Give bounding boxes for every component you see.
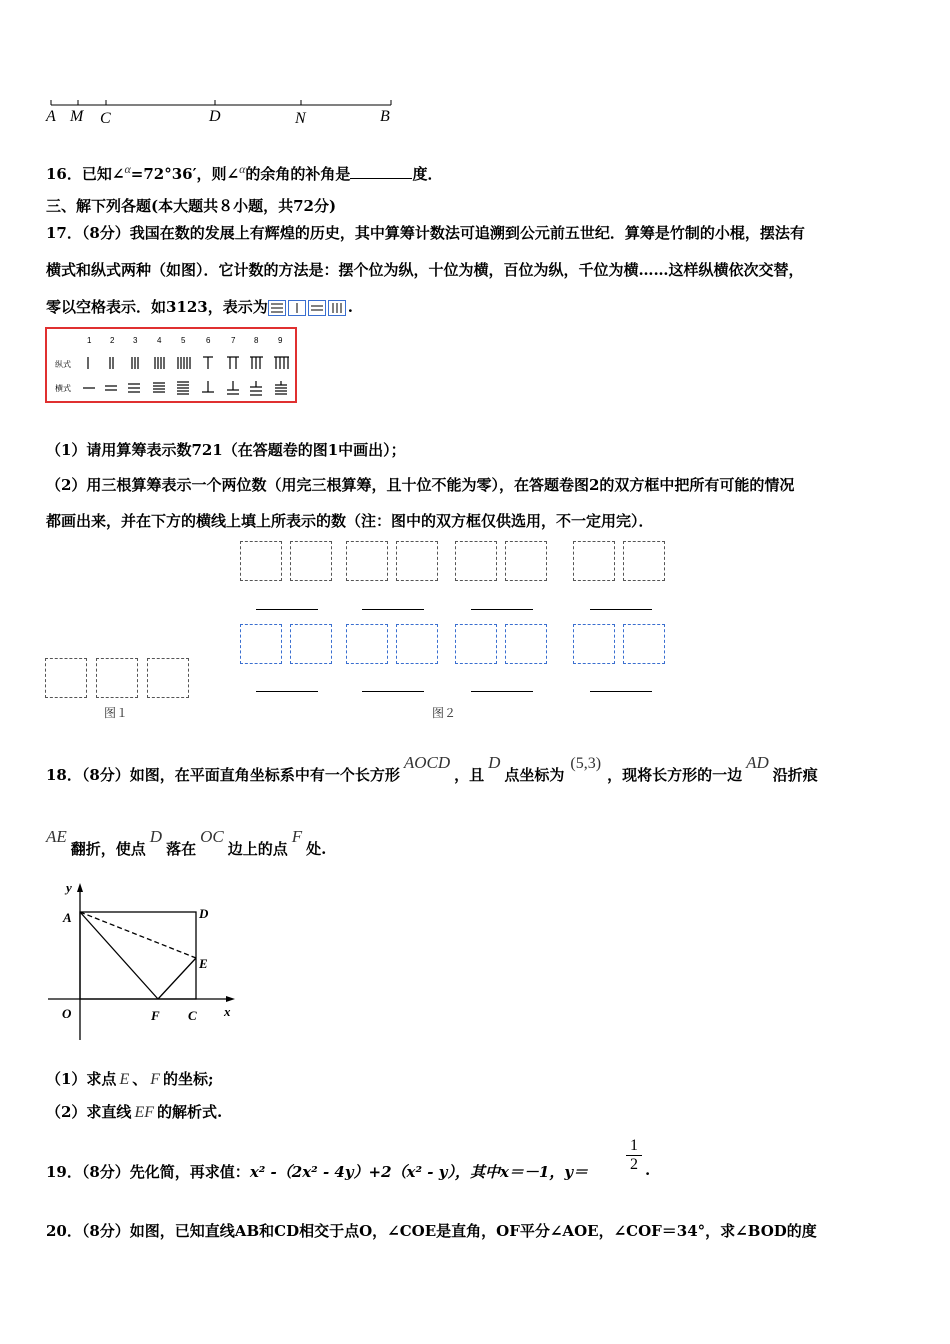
q18-sub1 [46, 1068, 214, 1089]
q18-m2: D [488, 753, 501, 772]
q19-text: 19．（8分）先化简，再求值： [46, 1163, 250, 1181]
q16-suffix: 度． [412, 165, 443, 183]
fig2-box[interactable] [396, 541, 438, 581]
fig1-caption: 图１ [104, 706, 129, 720]
q17-line3-text: 零以空格表示．如3123，表示为 [46, 298, 268, 316]
q18-sub1-sep: 、 [132, 1070, 148, 1088]
counting-rods-svg [47, 329, 295, 401]
fig-label-c: C [188, 1008, 197, 1023]
q16-mid2: 的余角的补角是 [245, 165, 351, 183]
q18-p6: 翻折，使点 [70, 840, 146, 858]
digit-6: 6 [206, 336, 211, 345]
vertical-label: 纵式 [55, 360, 71, 369]
fig2-box[interactable] [455, 541, 497, 581]
q18-m4: AD [746, 753, 769, 772]
fig2-box[interactable] [573, 624, 615, 664]
q17-sub2-line1: （2）用三根算筹表示一个两位数（用完三根算筹，且十位不能为零），在答题卷图2的双方框中把所有可能的情况 [46, 476, 795, 494]
q18-p8: 边上的点 [227, 840, 288, 858]
q19-xval: x＝－1，y＝ [499, 1163, 589, 1181]
q18-m3: (5,3) [570, 755, 602, 772]
q18-m5: AE [46, 827, 67, 846]
q19-numerator: 1 [630, 1137, 638, 1154]
horizontal-label: 横式 [55, 384, 71, 393]
fig2-answer-line[interactable] [256, 609, 318, 610]
q18-p2: ，且 [454, 766, 485, 784]
point-label-m: M [70, 108, 84, 125]
q18-p9: 处. [306, 840, 327, 858]
q19-expr: x² -（2x² - 4y）+2（x² - y），其中 [249, 1163, 500, 1181]
q16-alpha-2: α [239, 162, 246, 176]
fig2-answer-line[interactable] [471, 609, 533, 610]
fig2-box[interactable] [290, 624, 332, 664]
fig2-box[interactable] [623, 624, 665, 664]
rod-2-icon [308, 300, 326, 316]
digit-8: 8 [254, 336, 259, 345]
q18-line2 [46, 826, 326, 856]
fig2-answer-line[interactable] [362, 609, 424, 610]
point-label-c: C [100, 110, 111, 127]
q16-mid1: =72°36′，则∠ [130, 165, 240, 183]
q18-sub1-e: E [119, 1071, 130, 1088]
q18-sub2-ef: EF [134, 1104, 154, 1121]
q18-line1 [46, 752, 818, 782]
q18-p5: 沿折痕 [772, 766, 818, 784]
fig2-box[interactable] [290, 541, 332, 581]
fig2-box[interactable] [346, 624, 388, 664]
q17-line3 [46, 296, 353, 317]
counting-rods-table [45, 327, 297, 403]
q17-sub2-line2: 都画出来，并在下方的横线上填上所表示的数（注：图中的双方框仅供选用，不一定用完）． [46, 512, 654, 530]
q19-line [46, 1161, 588, 1182]
q17-line1: 17．（8分）我国在数的发展上有辉煌的历史，其中算筹计数法可追溯到公元前五世纪．算筹是竹制的小棍，摆法有 [46, 224, 805, 242]
q18-sub2 [46, 1101, 222, 1122]
fig2-answer-line[interactable] [256, 691, 318, 692]
q17-line3-end: . [347, 298, 353, 316]
fig2-answer-line[interactable] [590, 609, 652, 610]
fig-label-o: O [62, 1006, 72, 1021]
fig2-box[interactable] [396, 624, 438, 664]
q18-sub1-b: 的坐标; [163, 1070, 214, 1088]
digit-5: 5 [181, 336, 186, 345]
fig-label-e: E [199, 956, 208, 971]
q20-line: 20．（8分）如图，已知直线AB和CD相交于点O，∠COE是直角，OF平分∠AOE，∠COF＝34°，求∠BOD的度 [46, 1222, 817, 1240]
fig2-answer-line[interactable] [590, 691, 652, 692]
rod-3v-icon [328, 300, 346, 316]
q16-alpha-1: α [124, 162, 131, 176]
number-line-svg [45, 96, 405, 136]
question-16 [46, 162, 442, 184]
digit-9: 9 [278, 336, 283, 345]
fig-label-f: F [151, 1008, 160, 1023]
q18-m1: AOCD [403, 753, 451, 772]
q18-m6: D [149, 827, 163, 846]
digit-1: 1 [87, 336, 92, 345]
q18-sub2-a: （2）求直线 [46, 1103, 132, 1121]
point-label-b: B [380, 108, 390, 125]
fig2-answer-line[interactable] [471, 691, 533, 692]
q18-sub1-a: （1）求点 [46, 1070, 117, 1088]
point-label-n: N [295, 110, 306, 127]
q18-sub2-b: 的解析式. [157, 1103, 223, 1121]
q19-denominator: 2 [626, 1155, 642, 1174]
fig2-box[interactable] [346, 541, 388, 581]
q18-figure-svg [44, 878, 244, 1048]
q18-p3: 点坐标为 [504, 766, 565, 784]
fig-label-y: y [66, 880, 72, 895]
fig2-box[interactable] [455, 624, 497, 664]
vertical-rods [88, 357, 289, 369]
q18-sub1-f: F [150, 1071, 161, 1088]
digit-4: 4 [157, 336, 162, 345]
number-line [45, 96, 405, 136]
point-label-d: D [209, 108, 221, 125]
fig2-box[interactable] [573, 541, 615, 581]
q17-line2: 横式和纵式两种（如图）．它计数的方法是：摆个位为纵，十位为横，百位为纵，千位为横……这样纵横依次交替， [46, 261, 804, 279]
q18-p4: ，现将长方形的一边 [607, 766, 743, 784]
fig-label-a: A [63, 910, 72, 925]
digit-3: 3 [133, 336, 138, 345]
section-3-title: 三、解下列各题(本大题共８小题，共72分) [46, 197, 337, 215]
q18-p7: 落在 [166, 840, 197, 858]
digit-2: 2 [110, 336, 115, 345]
q18-m8: F [291, 827, 303, 846]
q18-figure [44, 878, 244, 1048]
fig2-box[interactable] [240, 541, 282, 581]
fig1-box[interactable] [96, 658, 138, 698]
fig2-box[interactable] [505, 541, 547, 581]
fig2-box[interactable] [505, 624, 547, 664]
fig1-box[interactable] [147, 658, 189, 698]
fig-label-x: x [224, 1004, 231, 1019]
fig-label-d: D [199, 906, 209, 921]
fig2-box[interactable] [623, 541, 665, 581]
fig2-answer-line[interactable] [362, 691, 424, 692]
q16-prefix: 16．已知∠ [46, 165, 125, 183]
q19-fraction [626, 1137, 642, 1174]
fig2-caption: 图２ [432, 706, 457, 720]
point-label-a: A [46, 108, 56, 125]
q19-end: . [645, 1161, 651, 1179]
horizontal-rods [83, 381, 287, 395]
digit-7: 7 [231, 336, 236, 345]
rod-1-icon [288, 300, 306, 316]
fig1-box[interactable] [45, 658, 87, 698]
q17-sub1: （1）请用算筹表示数721（在答题卷的图1中画出）； [46, 441, 406, 459]
q18-p1: 18．（8分）如图，在平面直角坐标系中有一个长方形 [46, 766, 400, 784]
rod-3-icon [268, 300, 286, 316]
q18-m7: OC [200, 827, 224, 846]
fig2-box[interactable] [240, 624, 282, 664]
q16-answer-blank[interactable] [350, 164, 412, 179]
